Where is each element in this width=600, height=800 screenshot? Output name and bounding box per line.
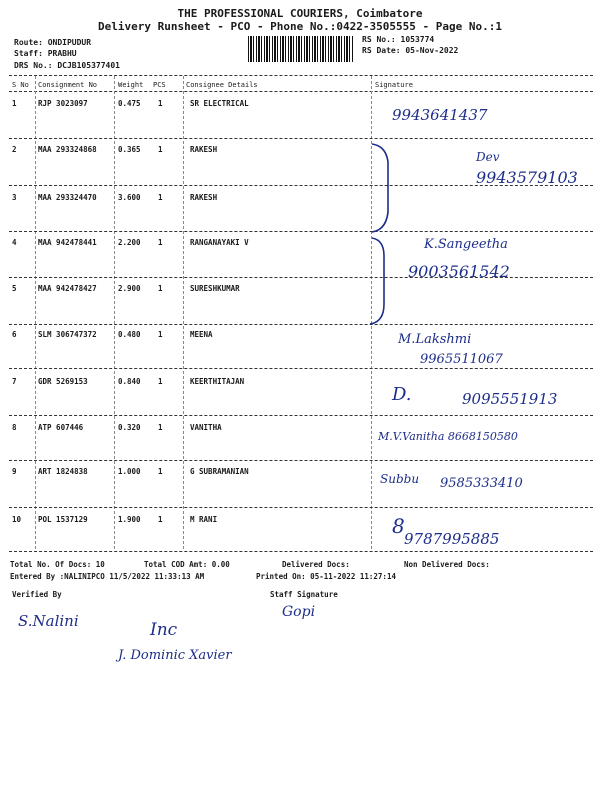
col-header-consignment: Consignment No <box>38 81 98 89</box>
route-label: Route: ONDIPUDUR <box>14 38 92 47</box>
row-7-initial: D. <box>392 384 412 405</box>
runsheet-title: Delivery Runsheet - PCO - Phone No.:0422-3505555 - Page No.:1 <box>98 20 502 33</box>
row-8-pcs: 1 <box>158 423 163 432</box>
total-cod: Total COD Amt: 0.00 <box>144 560 230 569</box>
col-sep-3 <box>183 76 184 549</box>
row-6-weight: 0.480 <box>118 330 141 339</box>
row-8-sno: 8 <box>12 423 17 432</box>
row-10-sno: 10 <box>12 515 22 524</box>
row-9-consignment: ART 1824838 <box>38 467 88 476</box>
row-6-sno: 6 <box>12 330 17 339</box>
brace-rows-4-5 <box>368 236 392 326</box>
row-6-pcs: 1 <box>158 330 163 339</box>
row-rule-9 <box>9 507 593 508</box>
row-rule-6 <box>9 368 593 369</box>
company-name: THE PROFESSIONAL COURIERS, Coimbatore <box>177 7 423 20</box>
row-3-weight: 3.600 <box>118 193 141 202</box>
row-rule-8 <box>9 460 593 461</box>
rs-date: RS Date: 05-Nov-2022 <box>362 46 459 55</box>
row-3-consignee: RAKESH <box>190 193 218 202</box>
row-3-consignment: MAA 293324470 <box>38 193 97 202</box>
rs-number: RS No.: 1053774 <box>362 35 435 44</box>
drs-number: DRS No.: DCJB105377401 <box>14 61 120 70</box>
verified-by-label: Verified By <box>12 590 62 599</box>
row-9-initial: Subbu <box>380 472 420 486</box>
non-delivered-docs: Non Delivered Docs: <box>404 560 490 569</box>
dominic-signature: J. Dominic Xavier <box>118 648 232 663</box>
row-1-consignment: RJP 3023097 <box>38 99 88 108</box>
row-5-pcs: 1 <box>158 284 163 293</box>
row-1-pcs: 1 <box>158 99 163 108</box>
row-6-signature: 9965511067 <box>420 352 503 367</box>
row-2-initial: Dev <box>476 150 500 164</box>
col-header-signature: Signature <box>375 81 413 89</box>
header-rule-top <box>9 75 593 76</box>
inc-signature: Inc <box>150 620 178 640</box>
row-6-consignment: SLM 306747372 <box>38 330 97 339</box>
row-2-signature: 9943579103 <box>476 168 578 187</box>
row-6-initial: M.Lakshmi <box>398 332 472 347</box>
printed-on: Printed On: 05-11-2022 11:27:14 <box>256 572 396 581</box>
row-5-signature: 9003561542 <box>408 262 510 281</box>
row-rule-7 <box>9 415 593 416</box>
row-7-weight: 0.840 <box>118 377 141 386</box>
col-sep-2 <box>114 76 115 549</box>
row-9-sno: 9 <box>12 467 17 476</box>
row-1-sno: 1 <box>12 99 17 108</box>
row-7-pcs: 1 <box>158 377 163 386</box>
table-bottom-rule <box>9 551 593 552</box>
row-5-consignment: MAA 942478427 <box>38 284 97 293</box>
col-header-pcs: PCS <box>153 81 166 89</box>
row-4-consignment: MAA 942478441 <box>38 238 97 247</box>
row-9-signature: 9585333410 <box>440 476 523 491</box>
row-10-weight: 1.900 <box>118 515 141 524</box>
row-10-signature: 9787995885 <box>404 530 500 548</box>
row-9-consignee: G SUBRAMANIAN <box>190 467 249 476</box>
row-4-sno: 4 <box>12 238 17 247</box>
row-6-consignee: MEENA <box>190 330 213 339</box>
row-10-consignment: POL 1537129 <box>38 515 88 524</box>
row-7-sno: 7 <box>12 377 17 386</box>
row-rule-5 <box>9 324 593 325</box>
barcode-image <box>248 36 354 62</box>
staff-signature-label: Staff Signature <box>270 590 338 599</box>
row-1-consignee: SR ELECTRICAL <box>190 99 249 108</box>
row-4-weight: 2.200 <box>118 238 141 247</box>
row-5-consignee: SURESHKUMAR <box>190 284 240 293</box>
row-4-signature: K.Sangeetha <box>424 237 508 252</box>
verified-signature: S.Nalini <box>18 612 79 630</box>
row-rule-2 <box>9 185 593 186</box>
staff-signature: Gopi <box>282 604 316 620</box>
row-1-signature: 9943641437 <box>392 106 488 124</box>
row-rule-1 <box>9 138 593 139</box>
row-2-weight: 0.365 <box>118 145 141 154</box>
row-10-pcs: 1 <box>158 515 163 524</box>
row-8-consignment: ATP 607446 <box>38 423 84 432</box>
row-9-weight: 1.000 <box>118 467 141 476</box>
row-2-consignment: MAA 293324868 <box>38 145 97 154</box>
row-3-sno: 3 <box>12 193 17 202</box>
row-10-consignee: M RANI <box>190 515 218 524</box>
row-4-consignee: RANGANAYAKI V <box>190 238 249 247</box>
row-2-sno: 2 <box>12 145 17 154</box>
row-3-pcs: 1 <box>158 193 163 202</box>
col-header-weight: Weight <box>118 81 144 89</box>
row-8-weight: 0.320 <box>118 423 141 432</box>
row-9-pcs: 1 <box>158 467 163 476</box>
row-8-consignee: VANITHA <box>190 423 222 432</box>
header-rule-bottom <box>9 91 593 92</box>
col-sep-1 <box>35 76 36 549</box>
delivered-docs: Delivered Docs: <box>282 560 350 569</box>
row-7-consignment: GDR 5269153 <box>38 377 88 386</box>
row-10-initial: 8 <box>392 514 405 538</box>
row-5-weight: 2.900 <box>118 284 141 293</box>
brace-rows-2-3 <box>370 142 394 234</box>
row-8-signature: M.V.Vanitha 8668150580 <box>378 430 518 443</box>
row-7-signature: 9095551913 <box>462 390 558 408</box>
entered-by: Entered By :NALINIPCO 11/5/2022 11:33:13 AM <box>10 572 205 581</box>
row-1-weight: 0.475 <box>118 99 141 108</box>
row-5-sno: 5 <box>12 284 17 293</box>
col-header-sno: S No <box>12 81 29 89</box>
row-4-pcs: 1 <box>158 238 163 247</box>
row-2-consignee: RAKESH <box>190 145 218 154</box>
row-2-pcs: 1 <box>158 145 163 154</box>
row-7-consignee: KEERTHITAJAN <box>190 377 245 386</box>
col-header-consignee: Consignee Details <box>186 81 258 89</box>
staff-label: Staff: PRABHU <box>14 49 77 58</box>
total-docs: Total No. Of Docs: 10 <box>10 560 105 569</box>
row-rule-3 <box>9 231 593 232</box>
